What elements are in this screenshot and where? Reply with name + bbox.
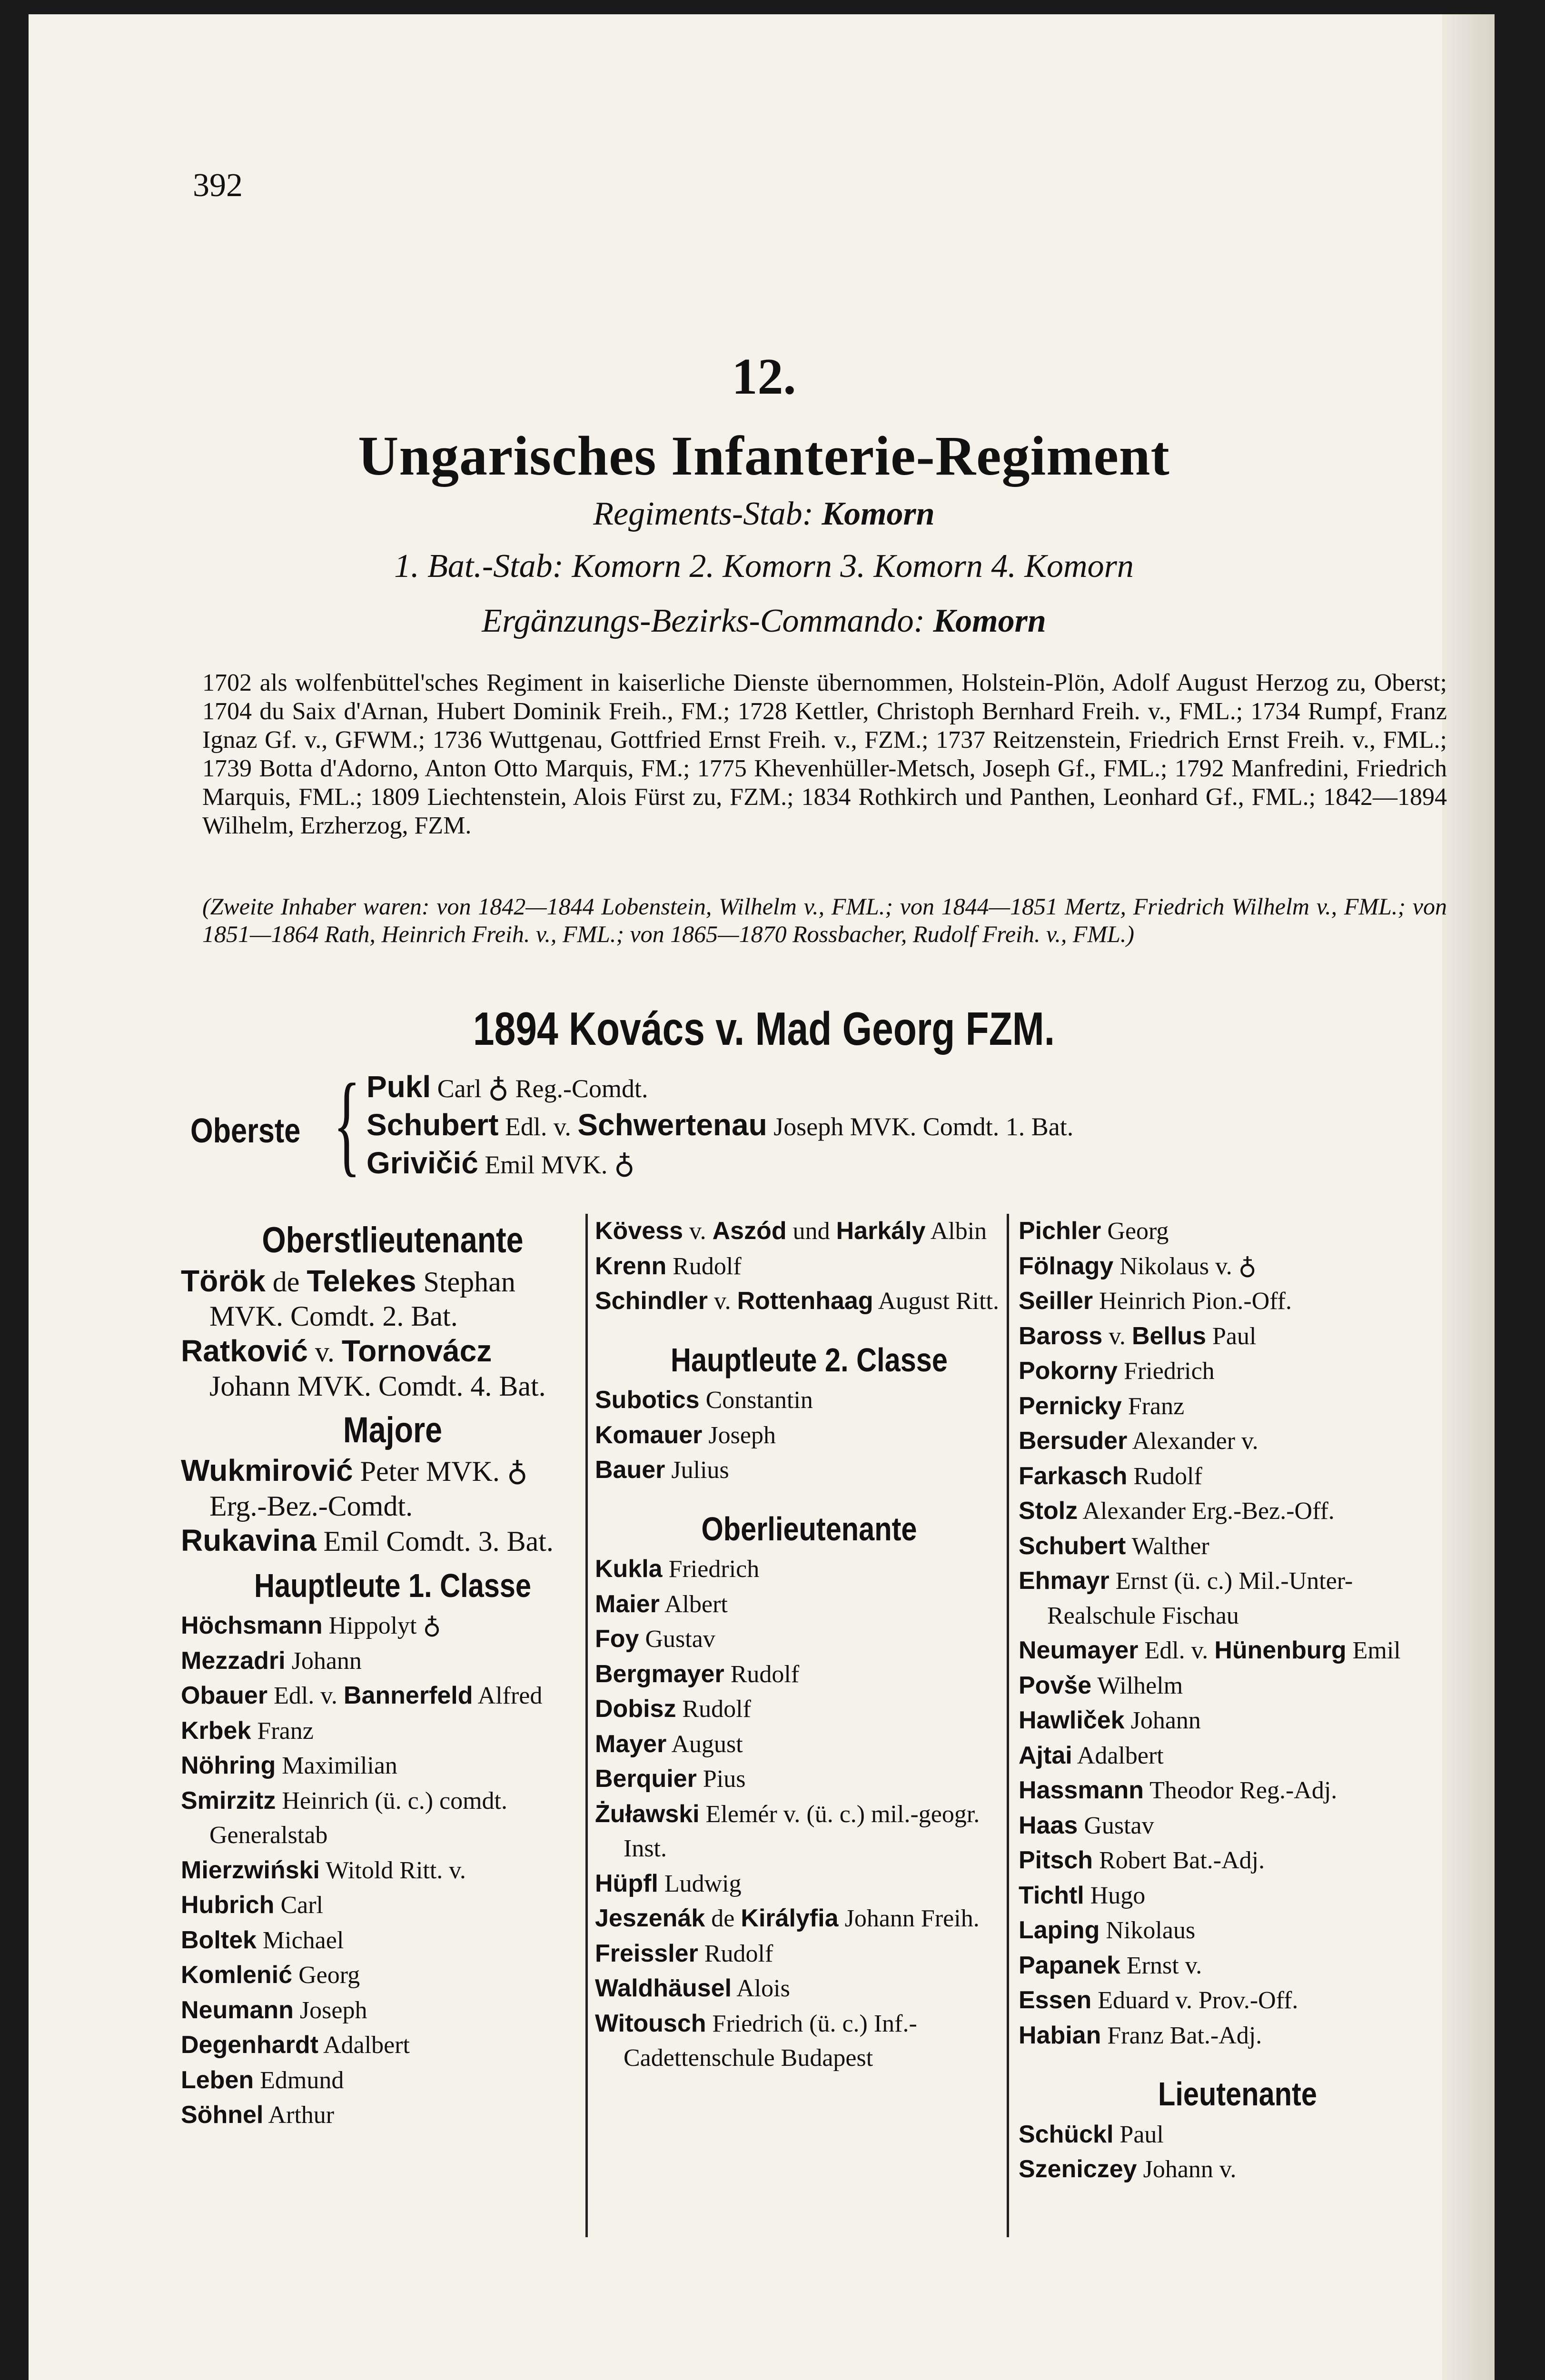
list-item: Freissler Rudolf xyxy=(595,1939,773,1967)
column-1 xyxy=(181,1214,604,2133)
list-item: Komlenić Georg xyxy=(181,1961,360,1989)
list-item: Seiller Heinrich Pion.-Off. xyxy=(1019,1287,1292,1315)
second-owners: (Zweite Inhaber waren: von 1842—1844 Lobenstein, Wilhelm v., FML.; von 1844—1851 Mertz, Friedrich Wilhelm v., FML.; von 1851—1864 Rath, Heinrich Freih. v., FML.; von 1865—1870 Rossbacher, Rudolf Freih. v., FML.) xyxy=(202,893,1447,947)
list-item: Söhnel Arthur xyxy=(181,2101,335,2129)
section-heading: Oberstlieutenante xyxy=(262,1220,524,1260)
list-item: Haas Gustav xyxy=(1019,1811,1154,1839)
list-item: Tichtl Hugo xyxy=(1019,1881,1146,1909)
section-heading: Lieutenante xyxy=(1158,2075,1317,2112)
medal-icon: ♁ xyxy=(614,1148,635,1180)
list-item: Leben Edmund xyxy=(181,2066,344,2094)
column-3 xyxy=(1019,1214,1456,2187)
list-item: Krenn Rudolf xyxy=(595,1252,742,1280)
hl1-list xyxy=(181,1608,604,2133)
list-item: Fölnagy Nikolaus v. ♁ xyxy=(1019,1252,1257,1280)
regiment-staff xyxy=(171,495,1357,533)
list-item: Hüpfl Ludwig xyxy=(595,1869,742,1897)
list-item: Foy Gustav xyxy=(595,1625,715,1653)
list-item: Schindler v. Rottenhaag August Ritt. xyxy=(595,1287,999,1315)
list-item: Mezzadri Johann xyxy=(181,1646,362,1675)
list-item: Hubrich Carl xyxy=(181,1891,323,1919)
list-item: Degenhardt Adalbert xyxy=(181,2031,410,2059)
staff-label: Regiments-Stab: xyxy=(593,496,813,532)
list-item: Török de Telekes Stephan MVK. Comdt. 2. Bat. xyxy=(181,1263,515,1332)
list-item: Rukavina Emil Comdt. 3. Bat. xyxy=(181,1523,554,1557)
list-item: Pokorny Friedrich xyxy=(1019,1357,1215,1385)
list-item: Szeniczey Johann v. xyxy=(1019,2155,1237,2183)
battalion-staffs: 1. Bat.-Stab: Komorn 2. Komorn 3. Komorn 4. Komorn xyxy=(394,548,1134,585)
list-item: Mayer August xyxy=(595,1730,743,1758)
list-item: Grivičić Emil MVK. ♁ xyxy=(366,1146,635,1180)
list-item: Laping Nikolaus xyxy=(1019,1916,1196,1944)
list-item: Ajtai Adalbert xyxy=(1019,1741,1164,1769)
list-item: Ehmayr Ernst (ü. c.) Mil.-Unter-Realschule Fischau xyxy=(1019,1567,1353,1629)
list-item: Pitsch Robert Bat.-Adj. xyxy=(1019,1846,1265,1874)
list-item: Neumayer Edl. v. Hünenburg Emil xyxy=(1019,1636,1401,1664)
list-item: Krbek Franz xyxy=(181,1716,314,1745)
oberste-label: Oberste xyxy=(190,1112,301,1150)
list-item: Essen Eduard v. Prov.-Off. xyxy=(1019,1986,1298,2014)
regiment-number: 12. xyxy=(732,348,796,405)
list-item: Maier Albert xyxy=(595,1590,728,1618)
list-item: Kövess v. Aszód und Harkály Albin xyxy=(595,1217,987,1245)
list-item: Boltek Michael xyxy=(181,1926,344,1954)
list-item: Nöhring Maximilian xyxy=(181,1752,397,1779)
list-item: Dobisz Rudolf xyxy=(595,1695,751,1723)
page-title: Ungarisches Infanterie-Regiment xyxy=(358,425,1170,487)
list-item: Povše Wilhelm xyxy=(1019,1671,1183,1699)
list-item: Wukmirović Peter MVK. ♁ Erg.-Bez.-Comdt. xyxy=(181,1453,528,1522)
list-item: Habian Franz Bat.-Adj. xyxy=(1019,2021,1262,2049)
list-item: Obauer Edl. v. Bannerfeld Alfred xyxy=(181,1682,543,1709)
list-item: Farkasch Rudolf xyxy=(1019,1462,1202,1490)
supplementary-label: Ergänzungs-Bezirks-Commando: xyxy=(482,603,925,639)
list-item: Ratković v. Tornovácz Johann MVK. Comdt. 4. Bat. xyxy=(181,1333,546,1402)
list-item: Bersuder Alexander v. xyxy=(1019,1427,1258,1455)
list-item: Schubert Walther xyxy=(1019,1532,1209,1560)
list-item: Żuławski Elemér v. (ü. c.) mil.-geogr. Inst. xyxy=(595,1800,980,1862)
list-item: Neumann Joseph xyxy=(181,1996,367,2024)
page-number: 392 xyxy=(193,167,243,204)
list-item: Bauer Julius xyxy=(595,1456,729,1484)
list-item: Bergmayer Rudolf xyxy=(595,1660,800,1688)
list-item: Waldhäusel Alois xyxy=(595,1974,790,2002)
list-item: Stolz Alexander Erg.-Bez.-Off. xyxy=(1019,1497,1335,1525)
list-item: Komauer Joseph xyxy=(595,1421,776,1449)
list-item: Pernicky Franz xyxy=(1019,1392,1185,1420)
regiment-history: 1702 als wolfenbüttel'sches Regiment in kaiserliche Dienste übernommen, Holstein-Plön, Adolf August Herzog zu, Oberst; 1704 du Saix d'Arnan, Hubert Dominik Freih., FM.; 1728 Kettler, Christoph Bernhard Freih. v., FML.; 1734 Rumpf, Franz Ignaz Gf. v., GFWM.; 1736 Wuttgenau, Gottfried Ernst Freih. v., FZM.; 1737 Reitzenstein, Friedrich Ernst Freih. v., FML.; 1739 Botta d'Adorno, Anton Otto Marquis, FM.; 1775 Khevenhüller-Metsch, Joseph Gf., FML.; 1792 Manfredini, Friedrich Marquis, FML.; 1809 Liechtenstein, Alois Fürst zu, FZM.; 1834 Rothkirch und Panthen, Leonhard Gf., FML.; 1842—1894 Wilhelm, Erzherzog, FZM. xyxy=(202,669,1447,839)
section-heading: Hauptleute 1. Classe xyxy=(254,1567,531,1604)
list-item: Kukla Friedrich xyxy=(595,1555,760,1583)
list-item: Pukl Carl ♁ Reg.-Comdt. xyxy=(366,1070,648,1104)
brace: { xyxy=(333,1060,361,1187)
section-heading: Oberlieutenante xyxy=(701,1510,917,1547)
list-item: Berquier Pius xyxy=(595,1765,746,1793)
list-item: Hawliček Johann xyxy=(1019,1706,1201,1734)
list-item: Pichler Georg xyxy=(1019,1217,1169,1245)
list-item: Mierzwiński Witold Ritt. v. xyxy=(181,1856,466,1884)
list-item: Subotics Constantin xyxy=(595,1386,813,1414)
list-item: Baross v. Bellus Paul xyxy=(1019,1322,1257,1350)
medal-icon: ♁ xyxy=(506,1456,528,1487)
book-page xyxy=(29,14,1495,2380)
oberste-list xyxy=(366,1069,1073,1183)
list-item: Schückl Paul xyxy=(1019,2120,1164,2148)
medal-icon: ♁ xyxy=(488,1072,509,1103)
section-heading: Majore xyxy=(343,1409,443,1450)
list-item: Jeszenák de Királyfia Johann Freih. xyxy=(595,1904,980,1932)
column-2 xyxy=(595,1214,1023,2076)
list-item: Schubert Edl. v. Schwertenau Joseph MVK. Comdt. 1. Bat. xyxy=(366,1108,1074,1142)
list-item: Höchsmann Hippolyt ♁ xyxy=(181,1612,441,1639)
list-item: Witousch Friedrich (ü. c.) Inf.-Cadettenschule Budapest xyxy=(595,2009,917,2072)
regiment-owner: 1894 Kovács v. Mad Georg FZM. xyxy=(473,1002,1055,1055)
supplementary-place: Komorn xyxy=(933,603,1046,639)
list-item: Papanek Ernst v. xyxy=(1019,1951,1202,1979)
list-item: Hassmann Theodor Reg.-Adj. xyxy=(1019,1776,1337,1804)
section-heading: Hauptleute 2. Classe xyxy=(671,1341,948,1378)
supplementary-command xyxy=(171,602,1357,640)
list-item: Smirzitz Heinrich (ü. c.) comdt. Generalstab xyxy=(181,1786,507,1849)
staff-place: Komorn xyxy=(822,496,935,532)
